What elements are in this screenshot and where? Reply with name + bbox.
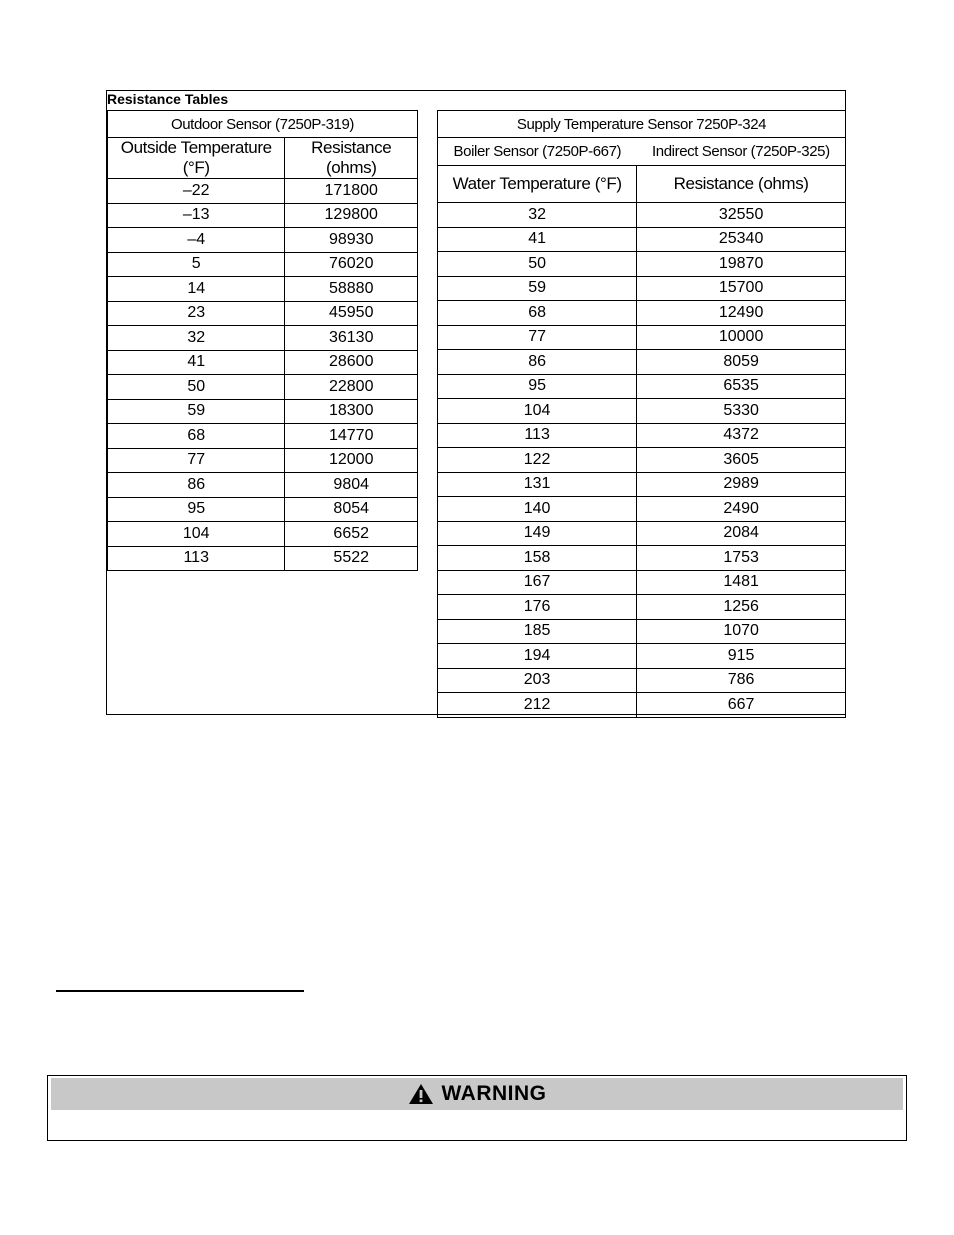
supply-col-temperature: Water Temperature (°F) — [438, 166, 637, 203]
outdoor-temperature-cell: 5 — [108, 252, 285, 277]
outdoor-col-resistance: Resistance (ohms) — [285, 138, 418, 179]
outdoor-row — [108, 203, 418, 228]
supply-table-title: Supply Temperature Sensor 7250P-324 — [438, 111, 846, 138]
supply-temperature-cell: 59 — [438, 276, 637, 301]
supply-resistance-cell: 1753 — [637, 546, 846, 571]
outdoor-resistance-cell: 98930 — [285, 228, 418, 253]
supply-resistance-cell: 15700 — [637, 276, 846, 301]
indirect-sensor-heading: Indirect Sensor (7250P-325) — [637, 138, 846, 166]
supply-row — [438, 203, 846, 228]
outdoor-temperature-cell: 14 — [108, 277, 285, 302]
supply-row — [438, 497, 846, 522]
supply-temperature-cell: 194 — [438, 644, 637, 669]
supply-row — [438, 374, 846, 399]
outdoor-temperature-cell: 95 — [108, 497, 285, 522]
supply-row — [438, 619, 846, 644]
outdoor-row — [108, 424, 418, 449]
supply-temperature-cell: 41 — [438, 227, 637, 252]
outdoor-row — [108, 473, 418, 498]
outdoor-temperature-cell: 86 — [108, 473, 285, 498]
outdoor-resistance-cell: 6652 — [285, 522, 418, 547]
supply-temperature-cell: 158 — [438, 546, 637, 571]
supply-temperature-cell: 131 — [438, 472, 637, 497]
outdoor-resistance-cell: 8054 — [285, 497, 418, 522]
supply-resistance-cell: 10000 — [637, 325, 846, 350]
supply-row — [438, 399, 846, 424]
supply-resistance-cell: 786 — [637, 668, 846, 693]
outdoor-resistance-cell: 171800 — [285, 179, 418, 204]
supply-resistance-cell: 3605 — [637, 448, 846, 473]
outdoor-row — [108, 399, 418, 424]
supply-resistance-cell: 667 — [637, 693, 846, 718]
supply-row — [438, 521, 846, 546]
supply-row — [438, 252, 846, 277]
outdoor-temperature-cell: 23 — [108, 301, 285, 326]
resistance-tables-frame — [106, 90, 846, 715]
supply-temperature-cell: 50 — [438, 252, 637, 277]
supply-resistance-cell: 1481 — [637, 570, 846, 595]
outdoor-resistance-cell: 129800 — [285, 203, 418, 228]
outdoor-resistance-cell: 9804 — [285, 473, 418, 498]
supply-temperature-cell: 203 — [438, 668, 637, 693]
supply-row — [438, 693, 846, 718]
supply-temperature-cell: 104 — [438, 399, 637, 424]
resistance-tables-title: Resistance Tables — [107, 91, 229, 107]
supply-temperature-cell: 149 — [438, 521, 637, 546]
supply-resistance-cell: 8059 — [637, 350, 846, 375]
supply-resistance-cell: 12490 — [637, 301, 846, 326]
outdoor-resistance-cell: 58880 — [285, 277, 418, 302]
outdoor-temperature-cell: 50 — [108, 375, 285, 400]
outdoor-row — [108, 522, 418, 547]
outdoor-row — [108, 448, 418, 473]
outdoor-row — [108, 350, 418, 375]
warning-triangle-icon — [408, 1083, 434, 1105]
outdoor-temperature-cell: 68 — [108, 424, 285, 449]
supply-row — [438, 227, 846, 252]
outdoor-resistance-cell: 12000 — [285, 448, 418, 473]
outdoor-temperature-cell: –22 — [108, 179, 285, 204]
supply-resistance-cell: 19870 — [637, 252, 846, 277]
supply-temperature-cell: 212 — [438, 693, 637, 718]
supply-row — [438, 595, 846, 620]
outdoor-temperature-cell: –4 — [108, 228, 285, 253]
boiler-sensor-heading: Boiler Sensor (7250P-667) — [438, 138, 637, 166]
supply-temperature-cell: 68 — [438, 301, 637, 326]
supply-row — [438, 350, 846, 375]
supply-temperature-cell: 95 — [438, 374, 637, 399]
supply-row — [438, 668, 846, 693]
supply-sensor-table — [437, 110, 846, 718]
outdoor-temperature-cell: –13 — [108, 203, 285, 228]
supply-row — [438, 644, 846, 669]
outdoor-temperature-cell: 77 — [108, 448, 285, 473]
outdoor-resistance-cell: 22800 — [285, 375, 418, 400]
supply-row — [438, 325, 846, 350]
outdoor-sensor-table — [107, 110, 418, 571]
outdoor-col-temperature: Outside Temperature (°F) — [108, 138, 285, 179]
outdoor-row — [108, 252, 418, 277]
section-underline — [56, 990, 304, 992]
supply-resistance-cell: 5330 — [637, 399, 846, 424]
supply-resistance-cell: 915 — [637, 644, 846, 669]
supply-resistance-cell: 1070 — [637, 619, 846, 644]
supply-temperature-cell: 140 — [438, 497, 637, 522]
supply-row — [438, 546, 846, 571]
supply-resistance-cell: 2989 — [637, 472, 846, 497]
supply-row — [438, 472, 846, 497]
supply-row — [438, 276, 846, 301]
outdoor-temperature-cell: 59 — [108, 399, 285, 424]
supply-temperature-cell: 113 — [438, 423, 637, 448]
supply-temperature-cell: 77 — [438, 325, 637, 350]
supply-resistance-cell: 1256 — [637, 595, 846, 620]
outdoor-table-title: Outdoor Sensor (7250P-319) — [108, 111, 418, 138]
outdoor-resistance-cell: 28600 — [285, 350, 418, 375]
outdoor-row — [108, 277, 418, 302]
supply-resistance-cell: 2084 — [637, 521, 846, 546]
supply-temperature-cell: 176 — [438, 595, 637, 620]
warning-header-bar — [51, 1078, 903, 1110]
outdoor-resistance-cell: 14770 — [285, 424, 418, 449]
outdoor-row — [108, 179, 418, 204]
warning-label: WARNING — [441, 1082, 547, 1105]
supply-temperature-cell: 86 — [438, 350, 637, 375]
outdoor-resistance-cell: 5522 — [285, 546, 418, 571]
supply-row — [438, 570, 846, 595]
outdoor-resistance-cell: 76020 — [285, 252, 418, 277]
supply-row — [438, 423, 846, 448]
supply-resistance-cell: 32550 — [637, 203, 846, 228]
supply-resistance-cell: 25340 — [637, 227, 846, 252]
supply-row — [438, 301, 846, 326]
outdoor-row — [108, 301, 418, 326]
outdoor-temperature-cell: 41 — [108, 350, 285, 375]
supply-resistance-cell: 6535 — [637, 374, 846, 399]
outdoor-row — [108, 228, 418, 253]
outdoor-row — [108, 546, 418, 571]
outdoor-row — [108, 326, 418, 351]
supply-resistance-cell: 2490 — [637, 497, 846, 522]
supply-col-resistance: Resistance (ohms) — [637, 166, 846, 203]
outdoor-temperature-cell: 113 — [108, 546, 285, 571]
outdoor-row — [108, 375, 418, 400]
supply-temperature-cell: 167 — [438, 570, 637, 595]
outdoor-row — [108, 497, 418, 522]
supply-row — [438, 448, 846, 473]
outdoor-resistance-cell: 36130 — [285, 326, 418, 351]
supply-temperature-cell: 122 — [438, 448, 637, 473]
outdoor-temperature-cell: 32 — [108, 326, 285, 351]
outdoor-resistance-cell: 45950 — [285, 301, 418, 326]
outdoor-resistance-cell: 18300 — [285, 399, 418, 424]
warning-box — [47, 1075, 907, 1141]
outdoor-temperature-cell: 104 — [108, 522, 285, 547]
supply-resistance-cell: 4372 — [637, 423, 846, 448]
supply-temperature-cell: 32 — [438, 203, 637, 228]
supply-temperature-cell: 185 — [438, 619, 637, 644]
